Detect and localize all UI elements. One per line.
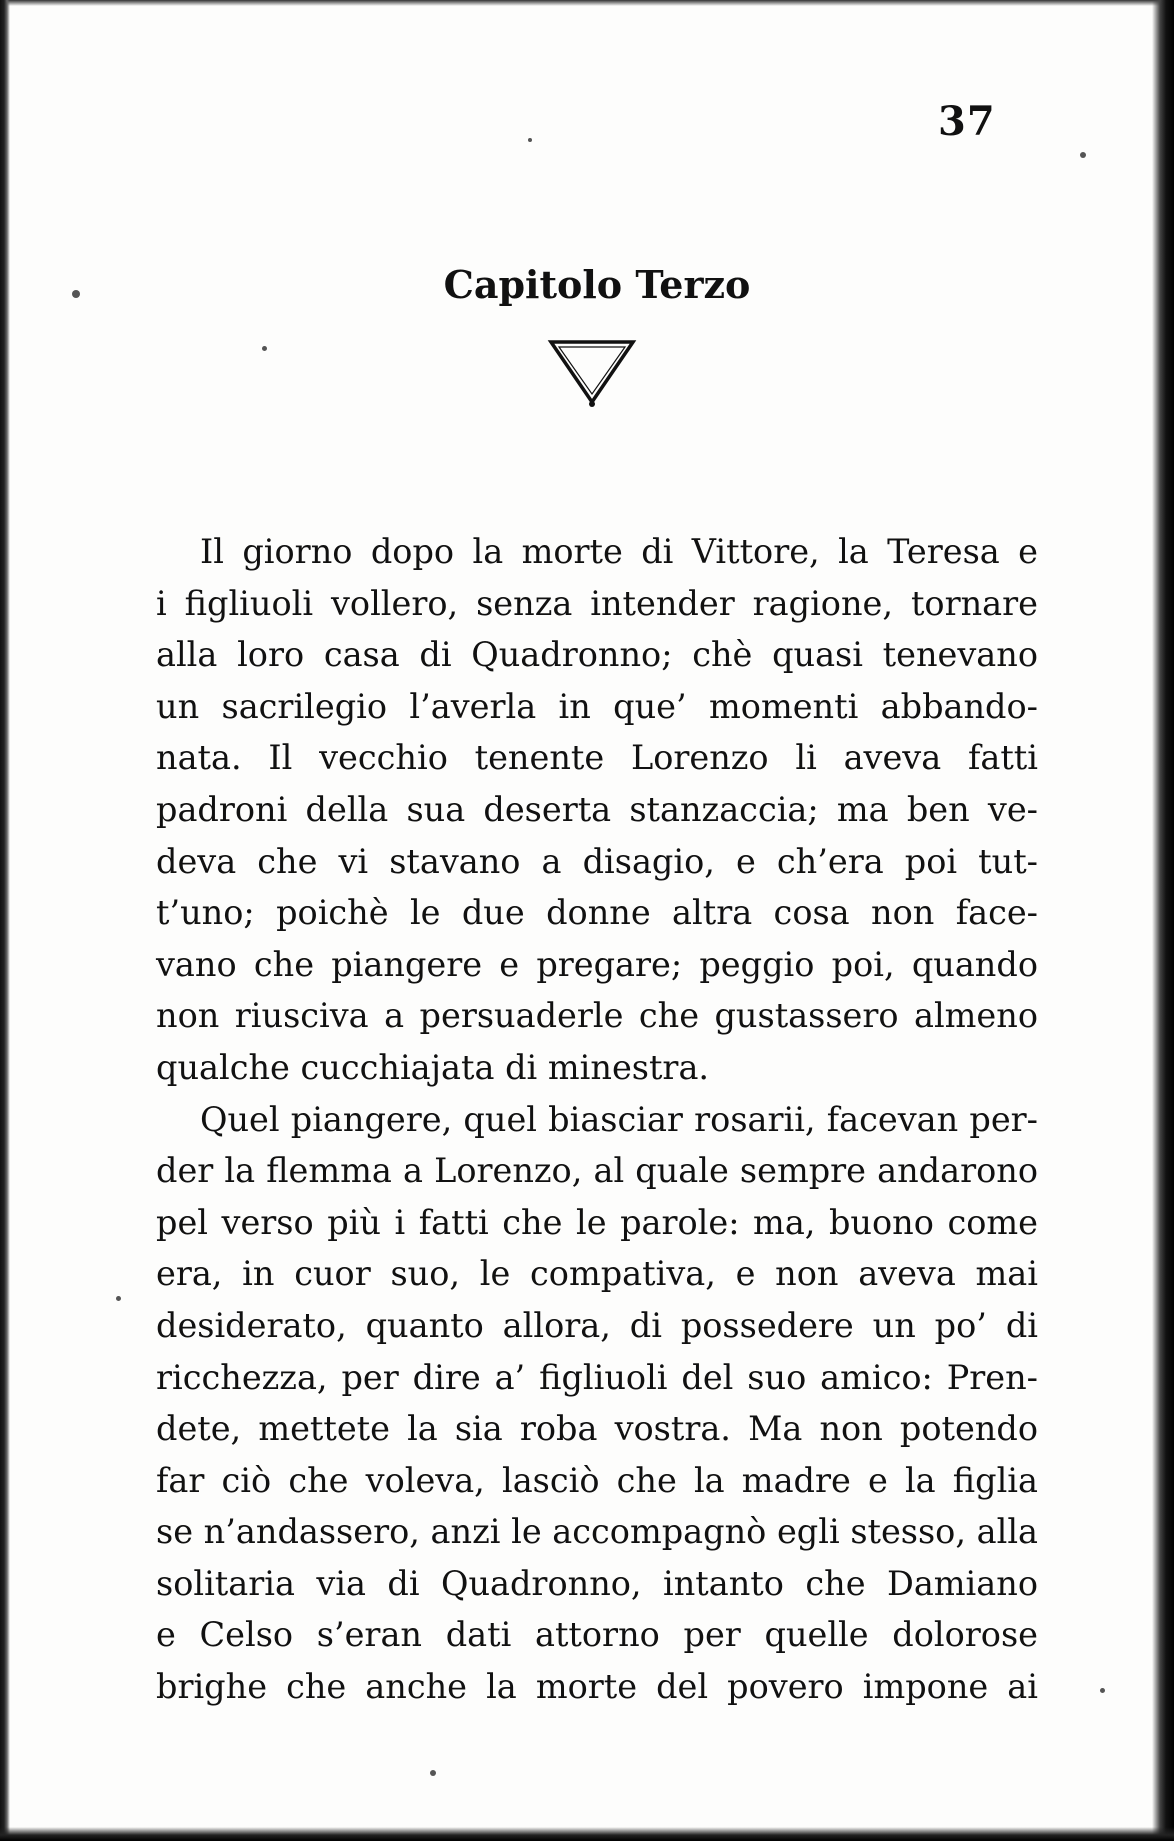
body-text <box>156 526 1038 1713</box>
scan-speck <box>1080 152 1086 158</box>
scan-speck <box>430 1770 436 1776</box>
scan-speck <box>1100 1688 1105 1693</box>
text-line: e Celso s’eran dati attorno per quelle dolorose <box>156 1615 1038 1655</box>
text-line: brighe che anche la morte del povero impone ai <box>156 1667 1038 1707</box>
scan-edge-top <box>0 0 1174 6</box>
text-line: Quel piangere, quel biasciar rosarii, facevan per- <box>200 1099 1038 1139</box>
text-line: se n’andassero, anzi le accompagnò egli stesso, alla <box>156 1512 1039 1552</box>
text-line: padroni della sua deserta stanzaccia; ma ben ve- <box>156 789 1038 829</box>
text-line: qualche cucchiajata di minestra. <box>156 1047 710 1087</box>
text-line: desiderato, quanto allora, di possedere un po’ di <box>156 1305 1038 1345</box>
paragraph <box>156 526 1038 1094</box>
page-number: 37 <box>938 98 996 145</box>
scan-edge-bottom <box>0 1827 1174 1841</box>
text-line: alla loro casa di Quadronno; chè quasi tenevano <box>156 635 1038 675</box>
text-line: nata. Il vecchio tenente Lorenzo li aveva fatti <box>156 738 1038 778</box>
text-line: Il giorno dopo la morte di Vittore, la Teresa e <box>200 532 1038 571</box>
scan-speck <box>262 346 267 351</box>
text-line: non riusciva a persuaderle che gustassero almeno <box>156 996 1038 1036</box>
text-line: era, in cuor suo, le compativa, e non aveva mai <box>156 1254 1038 1294</box>
text-line: pel verso più i fatti che le parole: ma, buono come <box>156 1202 1038 1242</box>
chapter-title: Capitolo Terzo <box>443 262 751 307</box>
text-line: un sacrilegio l’averla in que’ momenti abbando- <box>156 686 1038 726</box>
text-line: t’uno; poichè le due donne altra cosa non face- <box>156 893 1038 933</box>
text-line: vano che piangere e pregare; peggio poi, quando <box>156 944 1038 984</box>
text-line: dete, mettete la sia roba vostra. Ma non potendo <box>156 1409 1038 1449</box>
text-line: ricchezza, per dire a’ figliuoli del suo amico: Pren- <box>156 1357 1038 1397</box>
text-line: solitaria via di Quadronno, intanto che Damiano <box>156 1563 1038 1603</box>
paragraph <box>156 1094 1038 1713</box>
downward-triangle-ornament-icon <box>547 338 637 410</box>
scan-speck <box>528 138 532 142</box>
scan-speck <box>116 1296 121 1301</box>
text-line: der la flemma a Lorenzo, al quale sempre andarono <box>156 1151 1038 1191</box>
text-line: i figliuoli vollero, senza intender ragione, tornare <box>156 583 1038 623</box>
text-line: deva che vi stavano a disagio, e ch’era poi tut- <box>156 841 1038 881</box>
text-line: far ciò che voleva, lasciò che la madre e la figlia <box>156 1460 1038 1500</box>
